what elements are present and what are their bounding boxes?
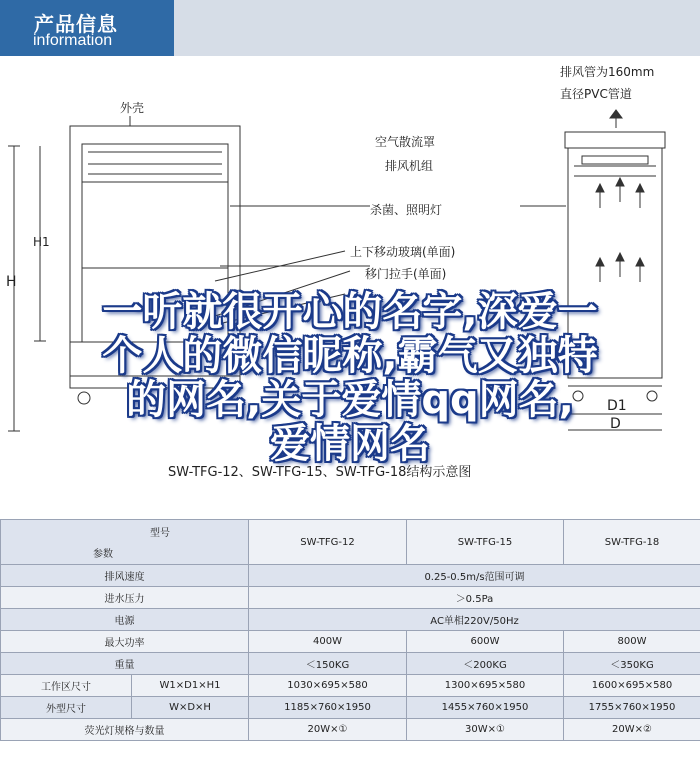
row-label: 工作区尺寸 [1, 675, 132, 697]
model-header: SW-TFG-15 [407, 520, 564, 565]
label-dim-D: D [610, 416, 621, 432]
row-sublabel: W1×D1×H1 [132, 675, 249, 697]
label-air-hood: 空气散流罩 [375, 135, 436, 149]
row-value: ＜350KG [564, 653, 700, 675]
drawing-caption: SW-TFG-12、SW-TFG-15、SW-TFG-18结构示意图 [168, 465, 472, 480]
spec-header-row [1, 520, 700, 565]
spec-corner-cell [1, 520, 249, 565]
row-label: 电源 [1, 609, 249, 631]
overlay-line-3: 的网名,关于爱情qq网名, [126, 377, 574, 423]
row-label: 进水压力 [1, 587, 249, 609]
row-value: ＜200KG [407, 653, 564, 675]
overlay-title [0, 290, 700, 466]
row-label: 重量 [1, 653, 249, 675]
row-merged-value: AC单相220V/50Hz [249, 609, 700, 631]
table-row [1, 565, 700, 587]
row-value: 600W [407, 631, 564, 653]
table-row [1, 609, 700, 631]
row-value: 20W×② [564, 719, 700, 741]
row-merged-value: ＞0.5Pa [249, 587, 700, 609]
table-row [1, 631, 700, 653]
corner-model-label: 型号 [150, 528, 170, 539]
row-merged-value: 0.25-0.5m/s范围可调 [249, 565, 700, 587]
row-label: 外型尺寸 [1, 697, 132, 719]
row-value: ＜150KG [249, 653, 407, 675]
label-handle: 移门拉手(单面) [365, 267, 447, 281]
row-label: 荧光灯规格与数量 [1, 719, 249, 741]
row-value: 1755×760×1950 [564, 697, 700, 719]
row-sublabel: W×D×H [132, 697, 249, 719]
row-label: 排风速度 [1, 565, 249, 587]
label-dim-H: H [6, 274, 17, 290]
overlay-line-1: 一听就很开心的名字,深爱一 [102, 289, 598, 335]
table-row [1, 697, 700, 719]
label-exhaust-pipe: 排风管为160mm [560, 65, 655, 79]
header-title-cn: 产品信息 [34, 12, 118, 36]
row-value: 20W×① [249, 719, 407, 741]
label-uv: 杀菌、照明灯 [370, 203, 443, 217]
header-title-en: information [33, 32, 113, 49]
table-row [1, 587, 700, 609]
spec-table [0, 519, 700, 741]
corner-param-label: 参数 [93, 549, 113, 560]
table-row [1, 675, 700, 697]
row-label: 最大功率 [1, 631, 249, 653]
table-row [1, 653, 700, 675]
label-dim-H1: H1 [33, 235, 50, 249]
model-header: SW-TFG-18 [564, 520, 700, 565]
row-value: 1600×695×580 [564, 675, 700, 697]
row-value: 1030×695×580 [249, 675, 407, 697]
label-dim-D1: D1 [607, 398, 627, 414]
label-fan: 排风机组 [385, 159, 434, 173]
row-value: 1455×760×1950 [407, 697, 564, 719]
label-shell: 外壳 [120, 101, 145, 115]
table-row [1, 719, 700, 741]
label-glass-door: 上下移动玻璃(单面) [350, 245, 456, 259]
overlay-line-2: 个人的微信昵称,霸气又独特 [102, 333, 598, 379]
row-value: 1300×695×580 [407, 675, 564, 697]
row-value: 1185×760×1950 [249, 697, 407, 719]
overlay-line-4: 爱情网名 [270, 421, 430, 467]
header-tab [0, 0, 174, 56]
label-pvc: 直径PVC管道 [560, 87, 632, 101]
row-value: 800W [564, 631, 700, 653]
row-value: 30W×① [407, 719, 564, 741]
model-header: SW-TFG-12 [249, 520, 407, 565]
row-value: 400W [249, 631, 407, 653]
